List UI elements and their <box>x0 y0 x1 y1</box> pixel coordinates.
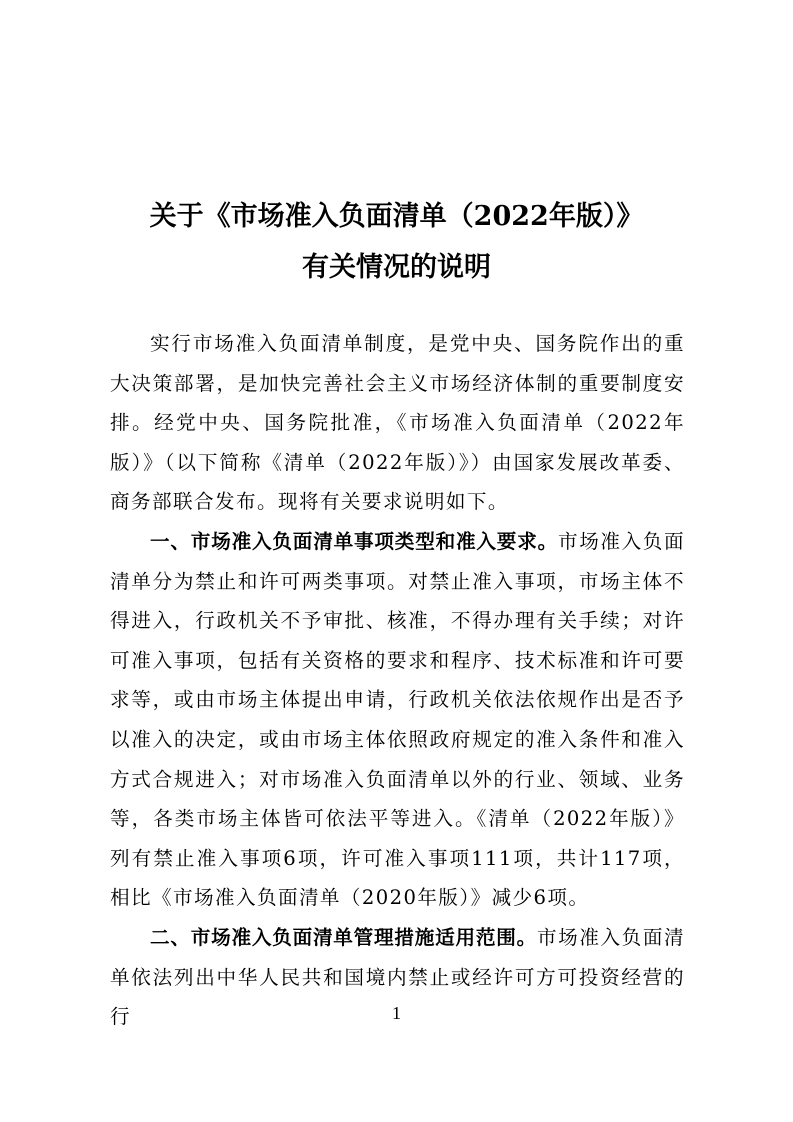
document-title-line-2: 有关情况的说明 <box>302 252 491 283</box>
paragraph-text: 市场准入负面清单依法列出中华人民共和国境内禁止或经许可方可投资经营的行 <box>110 926 685 1029</box>
page-number: 1 <box>392 1003 401 1023</box>
section-two-heading: 二、市场准入负面清单管理措施适用范围。 <box>150 926 537 949</box>
paragraph-text: 市场准入负面清单分为禁止和许可两类事项。对禁止准入事项，市场主体不得进入，行政机关不予审批、核准，不得办理有关手续；对许可准入事项，包括有关资格的要求和程序、技术标准和许可要求等，或由市场主体提出申请，行政机关依法依规作出是否予以准入的决定，或由市场主体依照政府规定的准入条件和准入方式合规进入；对市场准入负面清单以外的行业、领域、业务等，各类市场主体皆可依法平等进入。《清单（2022年版）》列有禁止准入事项6项，许可准入事项111项，共计117项，相比《市场准入负面清单（2020年版）》减少6项。 <box>110 530 685 910</box>
paragraph-text: 实行市场准入负面清单制度，是党中央、国务院作出的重大决策部署，是加快完善社会主义市场经济体制的重要制度安排。经党中央、国务院批准，《市场准入负面清单（2022年版）》（以下简称《清单（2022年版）》）由国家发展改革委、商务部联合发布。现将有关要求说明如下。 <box>110 332 685 514</box>
section-one-paragraph <box>110 522 685 918</box>
document-title-line-1: 关于《市场准入负面清单（2022年版）》 <box>149 201 644 232</box>
intro-paragraph <box>110 324 685 522</box>
section-one-heading: 一、市场准入负面清单事项类型和准入要求。 <box>150 530 558 553</box>
